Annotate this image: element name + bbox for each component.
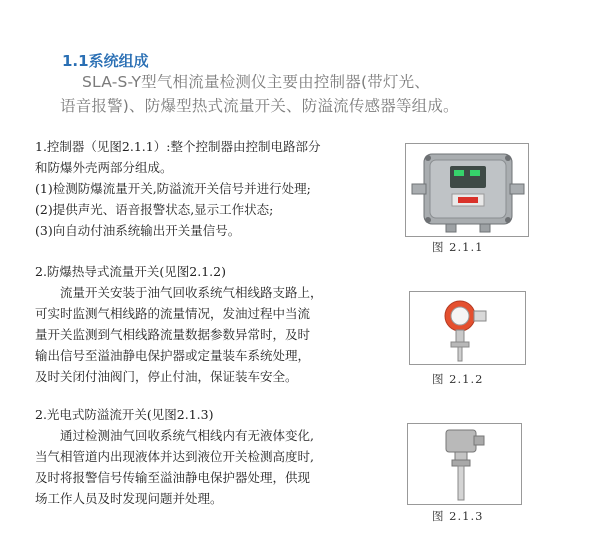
section-title: 2.光电式防溢流开关(见图2.1.3) — [35, 407, 214, 422]
text-line: 及时将报警信号传输至溢油静电保护器处理，供现 — [35, 470, 311, 485]
text-line: 量开关监测到气相线路流量数据参数异常时，及时 — [35, 327, 311, 342]
text-line: 当气相管道内出现液体并达到液位开关检测高度时, — [35, 449, 314, 464]
figure-overflow-switch — [407, 423, 522, 505]
text-line: (2)提供声光、语音报警状态,显示工作状态; — [35, 202, 274, 217]
text-line: 及时关闭付油阀门，停止付油，保证装车安全。 — [35, 369, 298, 384]
section-flow-switch — [35, 261, 323, 387]
text-line: (1)检测防爆流量开关,防溢流开关信号并进行处理; — [35, 181, 311, 196]
text-line: 可实时监测气相线路的流量情况，发油过程中当流 — [35, 306, 311, 321]
controller-image — [406, 144, 528, 236]
section-title: 1.控制器（见图2.1.1）:整个控制器由控制电路部分 — [35, 139, 321, 154]
section-controller — [35, 136, 320, 241]
text-line: (3)向自动付油系统输出开关量信号。 — [35, 223, 241, 238]
text-line: 通过检测油气回收系统气相线内有无液体变化, — [60, 428, 314, 443]
flow-switch-image — [410, 292, 525, 364]
figure-caption: 图 2.1.1 — [432, 240, 484, 254]
section-title: 2.防爆热导式流量开关(见图2.1.2) — [35, 264, 226, 279]
text-line: 输出信号至溢油静电保护器或定量装车系统处理， — [35, 348, 311, 363]
text-line: 场工作人员及时发现问题并处理。 — [35, 491, 223, 506]
intro-subtitle — [60, 70, 550, 118]
text-line: 流量开关安装于油气回收系统气相线路支路上， — [60, 285, 323, 300]
figure-controller — [405, 143, 529, 237]
figure-caption: 图 2.1.3 — [432, 509, 484, 523]
section-overflow-switch — [35, 404, 314, 509]
overflow-switch-image — [408, 424, 521, 504]
subtitle-line-2: 语音报警)、防爆型热式流量开关、防溢流传感器等组成。 — [60, 97, 459, 115]
figure-flow-switch — [409, 291, 526, 365]
subtitle-line-1: SLA-S-Y型气相流量检测仪主要由控制器(带灯光、 — [82, 73, 430, 91]
section-heading: 1.1系统组成 — [62, 52, 149, 70]
text-line: 和防爆外壳两部分组成。 — [35, 160, 173, 175]
figure-caption: 图 2.1.2 — [432, 372, 484, 386]
